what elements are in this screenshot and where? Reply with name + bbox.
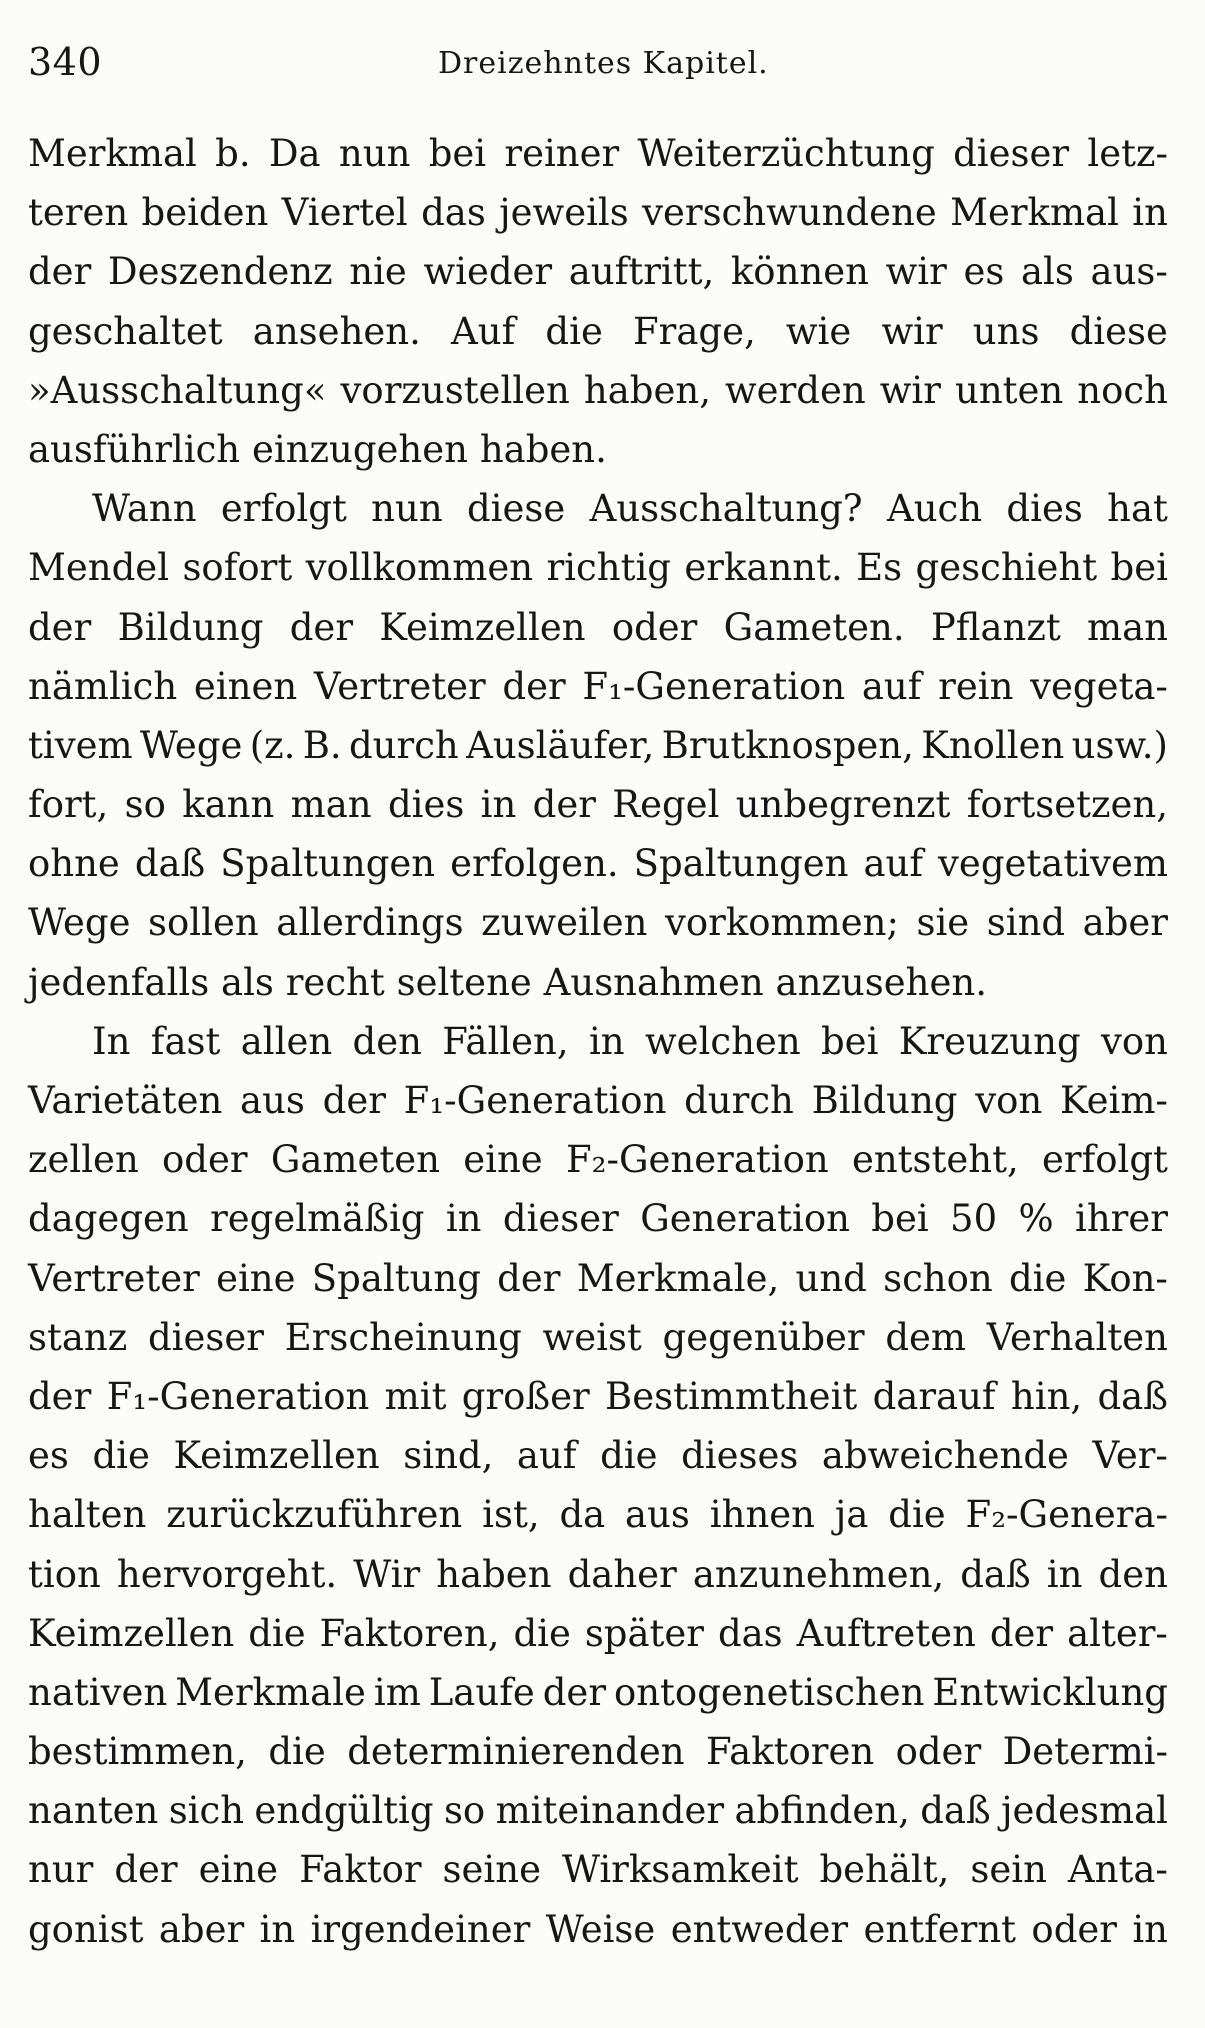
text-line: der Bildung der Keimzellen oder Gameten. Pflanzt man xyxy=(28,605,1168,649)
text-line: stanz dieser Erscheinung weist gegenüber dem Verhalten xyxy=(28,1315,1168,1359)
text-line: Wann erfolgt nun diese Ausschaltung? Auch dies hat xyxy=(92,487,1168,531)
text-line: der F₁-Generation mit großer Bestimmtheit darauf hin, daß xyxy=(28,1374,1168,1418)
running-head: Dreizehntes Kapitel. xyxy=(438,46,769,81)
text-line: es die Keimzellen sind, auf die dieses abweichende Ver- xyxy=(28,1434,1168,1478)
text-line: fort, so kann man dies in der Regel unbegrenzt fortsetzen, xyxy=(28,783,1168,827)
body-text xyxy=(28,124,1168,1959)
text-line: tivem Wege (z. B. durch Ausläufer, Brutknospen, Knollen usw.) xyxy=(28,723,1168,767)
text-line: nämlich einen Vertreter der F₁-Generation auf rein vegeta- xyxy=(28,664,1168,708)
text-line: ohne daß Spaltungen erfolgen. Spaltungen auf vegetativem xyxy=(28,842,1168,886)
text-line: Keimzellen die Faktoren, die später das Auftreten der alter- xyxy=(28,1611,1168,1655)
text-line: In fast allen den Fällen, in welchen bei Kreuzung von xyxy=(92,1019,1168,1063)
text-line: Vertreter eine Spaltung der Merkmale, und schon die Kon- xyxy=(28,1256,1168,1300)
text-line: ausführlich einzugehen haben. xyxy=(28,427,607,471)
page-number: 340 xyxy=(28,40,103,84)
text-line: nativen Merkmale im Laufe der ontogenetischen Entwicklung xyxy=(28,1670,1168,1714)
text-line: zellen oder Gameten eine F₂-Generation entsteht, erfolgt xyxy=(28,1138,1168,1182)
text-line: Varietäten aus der F₁-Generation durch Bildung von Keim- xyxy=(28,1079,1168,1122)
text-line: nur der eine Faktor seine Wirksamkeit behält, sein Anta- xyxy=(28,1848,1168,1892)
text-line: nanten sich endgültig so miteinander abfinden, daß jedesmal xyxy=(28,1789,1168,1833)
text-line: »Ausschaltung« vorzustellen haben, werden wir unten noch xyxy=(28,368,1168,412)
text-line: tion hervorgeht. Wir haben daher anzunehmen, daß in den xyxy=(28,1552,1168,1596)
text-line: teren beiden Viertel das jeweils verschwundene Merkmal in xyxy=(28,191,1168,235)
text-line: geschaltet ansehen. Auf die Frage, wie wir uns diese xyxy=(28,309,1168,353)
text-line: Merkmal b. Da nun bei reiner Weiterzüchtung dieser letz- xyxy=(28,132,1168,175)
text-line: halten zurückzuführen ist, da aus ihnen ja die F₂-Genera- xyxy=(28,1493,1168,1537)
text-line: dagegen regelmäßig in dieser Generation bei 50 % ihrer xyxy=(28,1197,1168,1241)
text-line: gonist aber in irgendeiner Weise entweder entfernt oder in xyxy=(28,1907,1168,1951)
text-line: bestimmen, die determinierenden Faktoren oder Determi- xyxy=(28,1730,1168,1774)
text-line: Mendel sofort vollkommen richtig erkannt. Es geschieht bei xyxy=(28,546,1168,590)
text-line: jedenfalls als recht seltene Ausnahmen anzusehen. xyxy=(28,960,987,1004)
text-line: Wege sollen allerdings zuweilen vorkommen; sie sind aber xyxy=(28,901,1168,945)
page-header xyxy=(28,40,1168,100)
text-line: der Deszendenz nie wieder auftritt, können wir es als aus- xyxy=(28,250,1168,294)
